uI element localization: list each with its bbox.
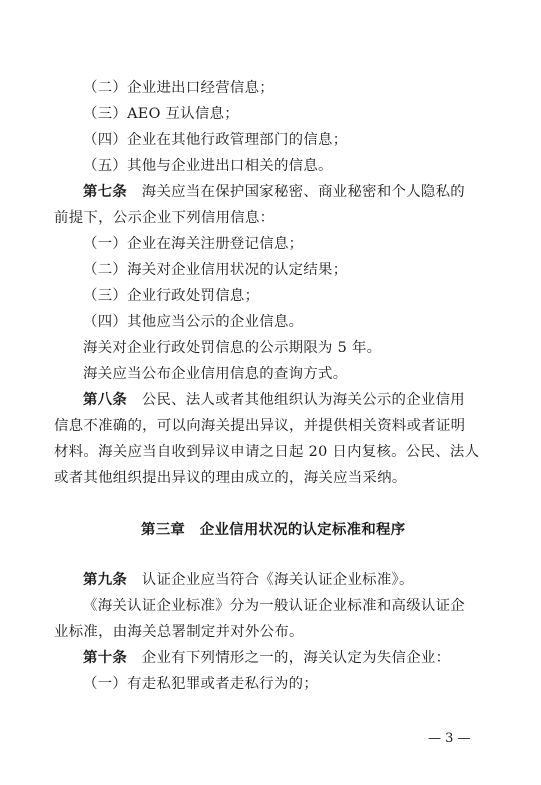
- article-8-continuation: 信息不准确的，可以向海关提出异议，并提供相关资料或者证明: [54, 418, 466, 434]
- article-9-continuation: 业标准，由海关总署制定并对外公布。: [54, 624, 304, 640]
- list-item: （五）其他与企业进出口相关的信息。: [83, 158, 333, 174]
- list-item: （一）有走私犯罪或者走私行为的；: [83, 676, 319, 692]
- list-item: （三）企业行政处罚信息；: [83, 288, 260, 304]
- article-7-text: 海关应当在保护国家秘密、商业秘密和个人隐私的: [141, 184, 465, 200]
- article-10-label: 第十条: [83, 650, 128, 666]
- article-8-continuation: 材料。海关应当自收到异议申请之日起 20 日内复核。公民、法人: [54, 444, 480, 460]
- article-7-label: 第七条: [83, 184, 128, 200]
- article-10-text: 企业有下列情形之一的，海关认定为失信企业：: [141, 650, 451, 666]
- article-9-paragraph: [83, 570, 414, 590]
- article-9-paragraph-1: 《海关认证企业标准》分为一般认证企业标准和高级认证企: [83, 598, 465, 614]
- list-item: （三）AEO 互认信息；: [83, 106, 239, 122]
- article-9-label: 第九条: [83, 572, 128, 588]
- article-9-text: 认证企业应当符合《海关认证企业标准》。: [141, 572, 414, 588]
- article-8-text: 公民、法人或者其他组织认为海关公示的企业信用: [141, 392, 465, 408]
- chapter-heading: 第三章 企业信用状况的认定标准和程序: [141, 522, 406, 538]
- list-item: （一）企业在海关注册登记信息；: [83, 236, 304, 252]
- list-item: （四）企业在其他行政管理部门的信息；: [83, 132, 348, 148]
- article-8-continuation: 或者其他组织提出异议的理由成立的，海关应当采纳。: [54, 470, 407, 486]
- article-7-paragraph-2: 海关应当公布企业信用信息的查询方式。: [83, 366, 348, 382]
- page-number: — 3 —: [428, 731, 471, 746]
- article-8-paragraph: [83, 390, 465, 410]
- list-item: （四）其他应当公示的企业信息。: [83, 314, 304, 330]
- article-7-paragraph: [83, 182, 465, 202]
- article-7-paragraph-1: 海关对企业行政处罚信息的公示期限为 5 年。: [83, 340, 382, 356]
- list-item: （二）海关对企业信用状况的认定结果；: [83, 262, 348, 278]
- article-10-paragraph: [83, 648, 450, 668]
- article-7-continuation: 前提下，公示企业下列信用信息：: [54, 210, 275, 226]
- article-8-label: 第八条: [83, 392, 128, 408]
- list-item: （二）企业进出口经营信息；: [83, 80, 274, 96]
